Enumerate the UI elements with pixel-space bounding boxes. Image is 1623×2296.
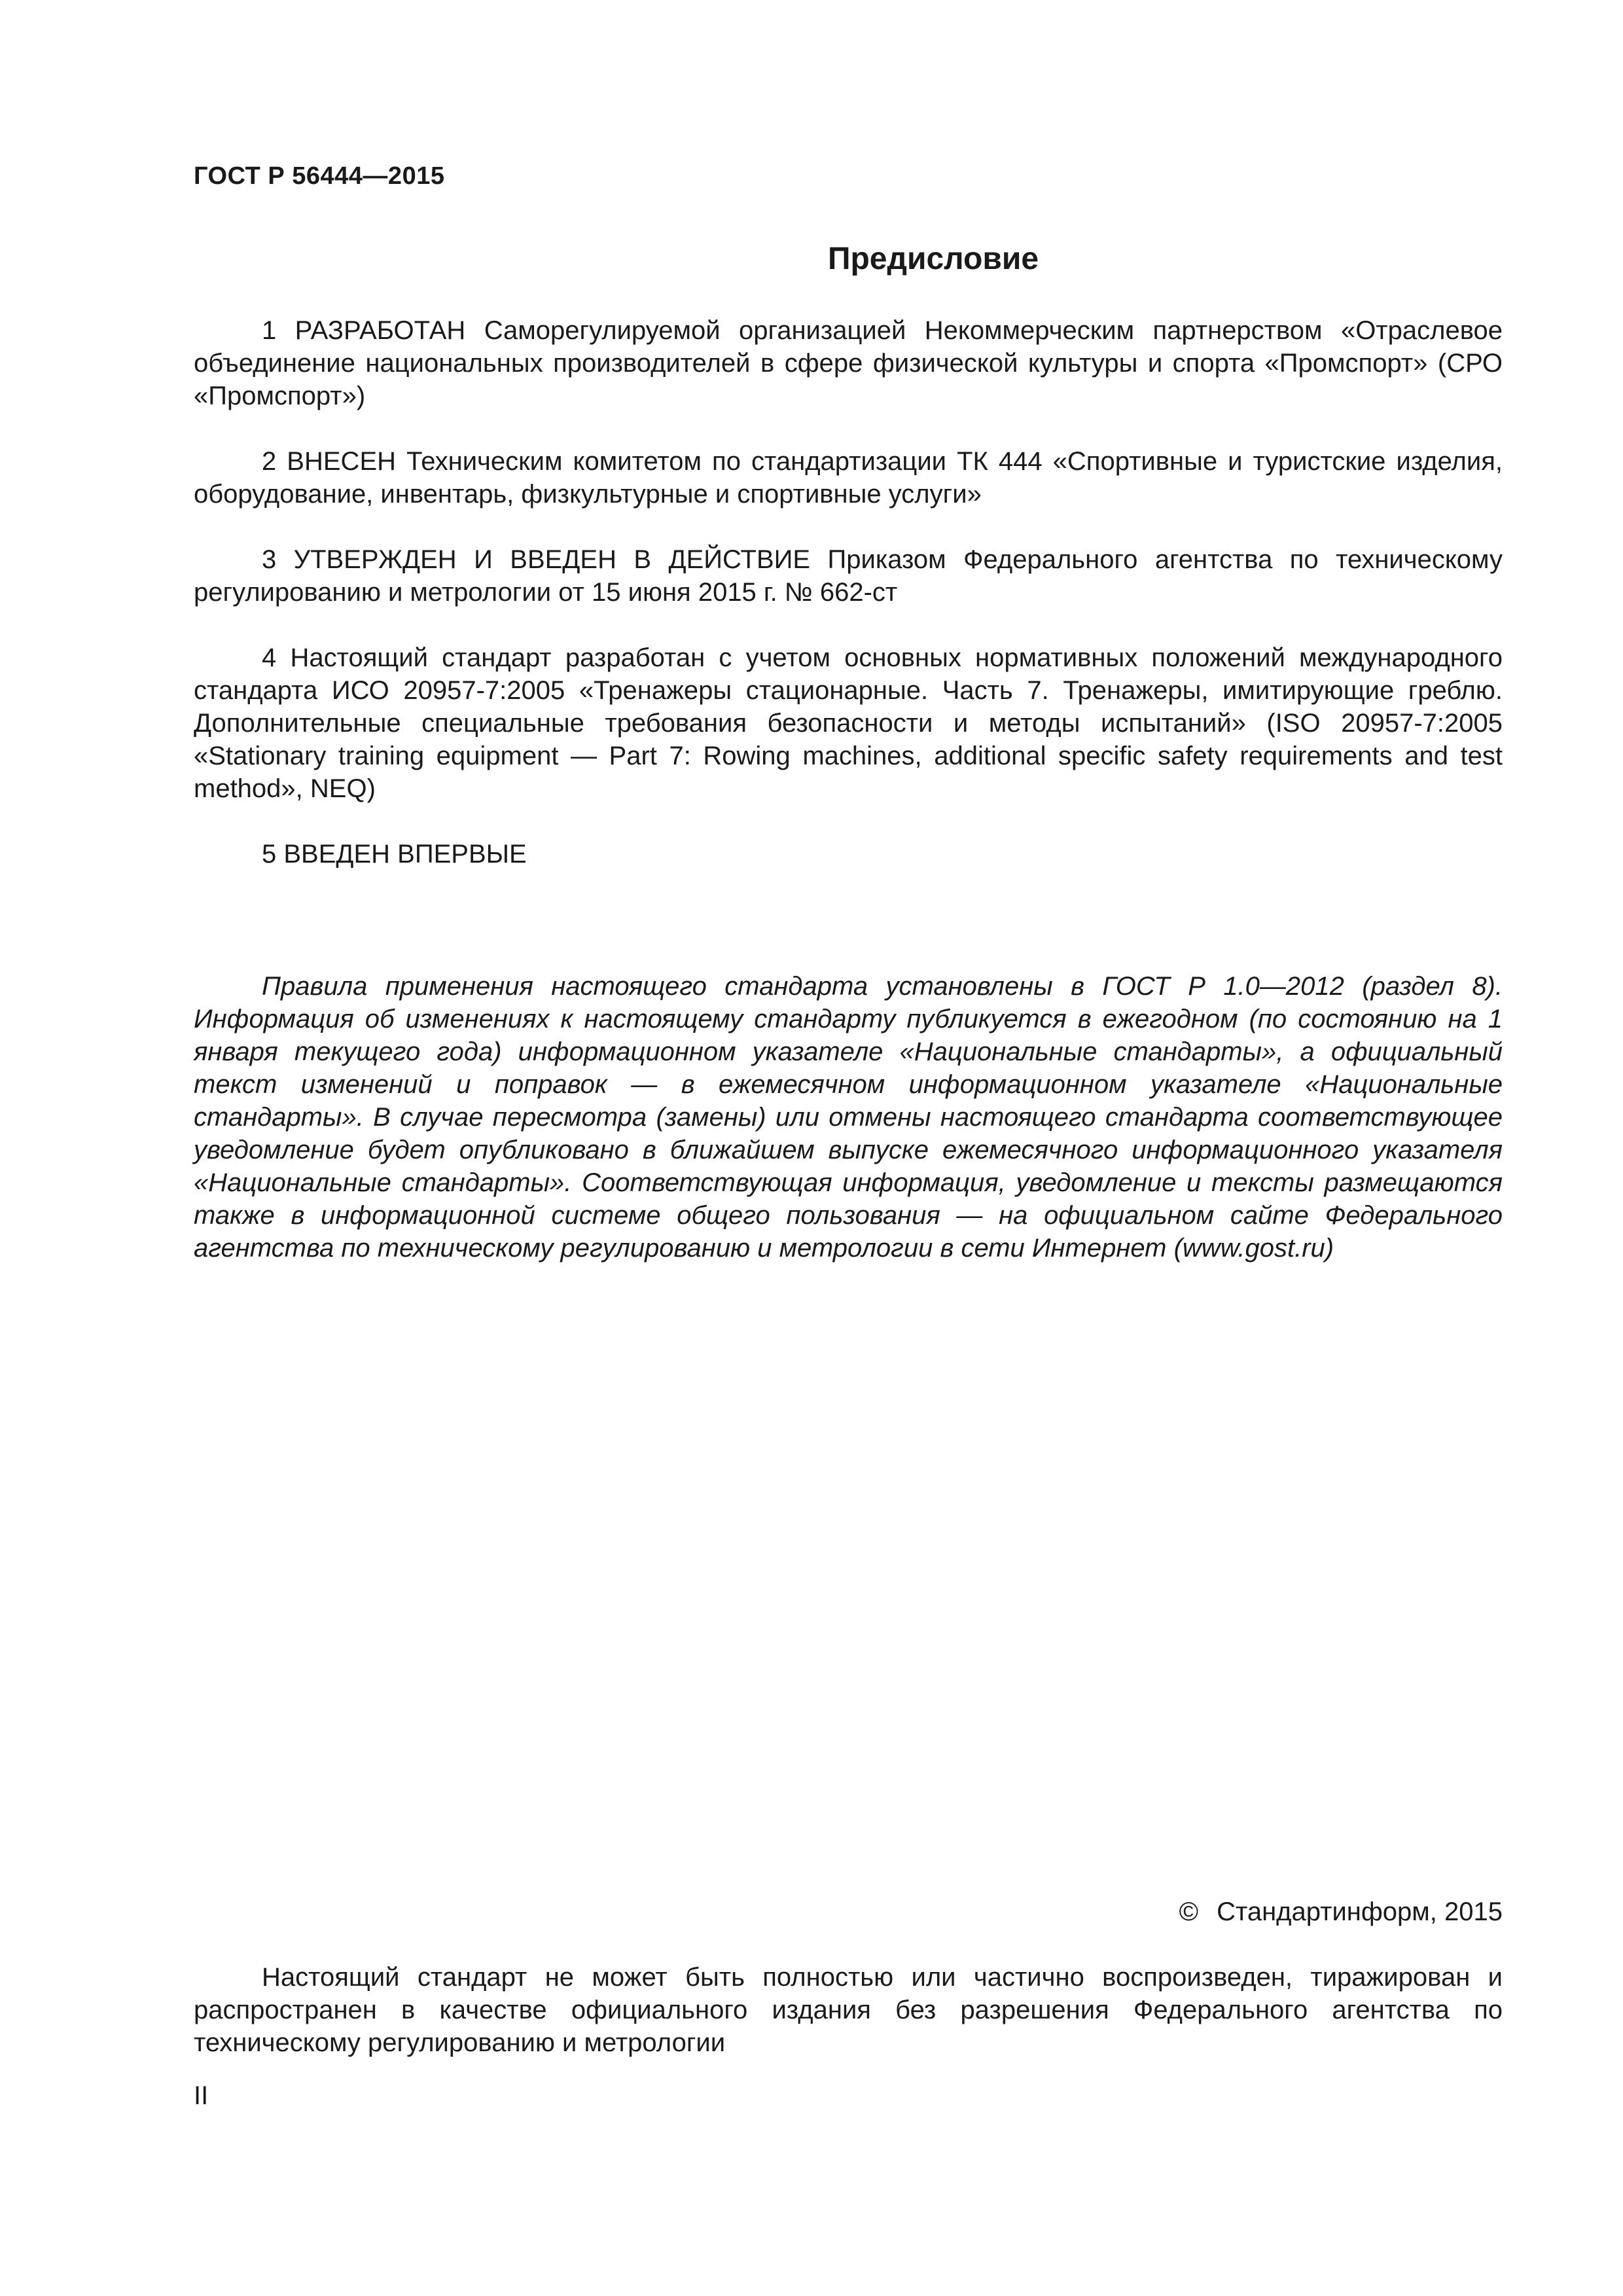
foreword-item-2: 2 ВНЕСЕН Техническим комитетом по стандартизации ТК 444 «Спортивные и туристские изделия, оборудование, инвентарь, физкультурные и спортивные услуги» xyxy=(194,447,1503,509)
foreword-body xyxy=(194,314,1503,870)
reproduction-rights-notice: Настоящий стандарт не может быть полностью или частично воспроизведен, тиражирован и распространен в качестве официального издания без разрешения Федерального агентства по техническому регулированию и метрологии xyxy=(194,1963,1503,2057)
document-code-header: ГОСТ Р 56444—2015 xyxy=(194,162,445,190)
page-title: Предисловие xyxy=(827,242,1039,276)
foreword-item-5: 5 ВВЕДЕН ВПЕРВЫЕ xyxy=(262,840,527,869)
foreword-item-1: 1 РАЗРАБОТАН Саморегулируемой организацией Некоммерческим партнерством «Отраслевое объединение национальных производителей в сфере физической культуры и спорта «Промспорт» (СРО «Промспорт») xyxy=(194,316,1503,410)
page-number: II xyxy=(194,2081,209,2110)
foreword-item-4: 4 Настоящий стандарт разработан с учетом основных нормативных положений международного стандарта ИСО 20957-7:2005 «Тренажеры стационарные. Часть 7. Тренажеры, имитирующие греблю. Дополнительные специальные требования безопасности и методы испытаний» (ISO 20957-7:2005 «Stationary training equipment — Part 7: Rowing machines, additional specific safety requirements and test method», NEQ) xyxy=(194,643,1503,803)
foreword-item-3: 3 УТВЕРЖДЕН И ВВЕДЕН В ДЕЙСТВИЕ Приказом Федерального агентства по техническому регулированию и метрологии от 15 июня 2015 г. № 662-ст xyxy=(194,545,1503,607)
application-rules-notice: Правила применения настоящего стандарта установлены в ГОСТ Р 1.0—2012 (раздел 8). Информация об изменениях к настоящему стандарту публикуется в ежегодном (по состоянию на 1 января текущего года) информационном указателе «Национальные стандарты», а официальный текст изменений и поправок — в ежемесячном информационном указателе «Национальные стандарты». В случае пересмотра (замены) или отмены настоящего стандарта соответствующее уведомление будет опубликовано в ближайшем выпуске ежемесячного информационного указателя «Национальные стандарты». Соответствующая информация, уведомление и тексты размещаются также в информационной системе общего пользования — на официальном сайте Федерального агентства по техническому регулированию и метрологии в сети Интернет (www.gost.ru) xyxy=(194,972,1503,1263)
copyright-symbol: © xyxy=(1179,1897,1199,1926)
copyright-line xyxy=(1179,1895,1503,1928)
copyright-holder: Стандартинформ, 2015 xyxy=(1217,1897,1503,1926)
